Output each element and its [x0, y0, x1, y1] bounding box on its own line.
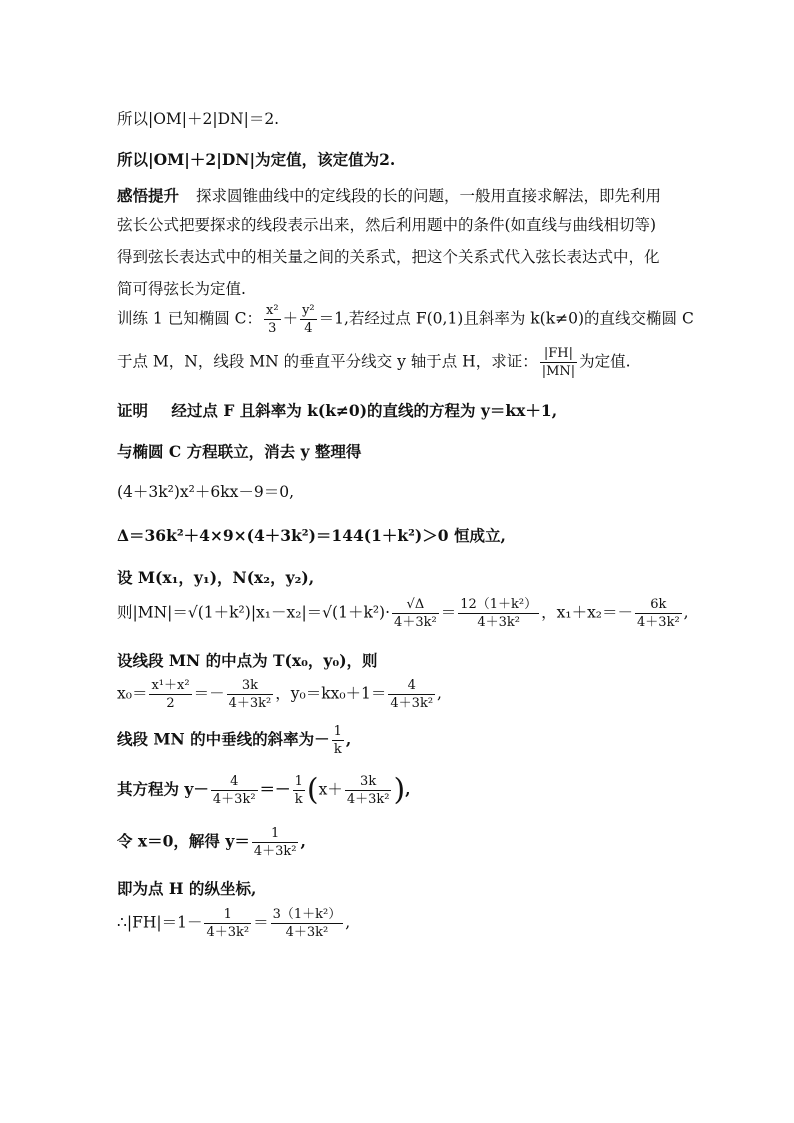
line-training-2	[117, 345, 631, 380]
x0-start: x₀＝	[117, 684, 148, 703]
frac-y: $\frac{1}{\text{4＋3k²}}$	[253, 826, 297, 859]
solve-comma: ,	[300, 831, 306, 851]
frac-x0-b: $\frac{3k}{\text{4＋3k²}}$	[228, 678, 272, 711]
line-perp-slope	[117, 723, 351, 758]
line-midpoint: 设线段 MN 的中点为 T(x₀，y₀)，则	[117, 651, 378, 670]
frac-chord-12: $\frac{\text{12（1＋k²）}}{\text{4＋3k²}}$	[460, 597, 538, 630]
frac-y2-4: $\frac{\text{y²}}{4}$	[302, 303, 315, 336]
frac-slope: $\frac{1}{k}$	[333, 724, 342, 757]
line-points: 设 M(x₁，y₁)，N(x₂，y₂),	[117, 568, 315, 587]
frac-eq-c: $\frac{3k}{\text{4＋3k²}}$	[346, 774, 390, 807]
line-insight-4: 简可得弦长为定值.	[117, 280, 246, 298]
insight-text: 探求圆锥曲线中的定线段的长的问题，一般用直接求解法，即先利用	[195, 187, 661, 205]
line-midpoint-coords	[117, 677, 442, 712]
frac-x2-3: $\frac{\text{x²}}{3}$	[266, 303, 279, 336]
right-paren: )	[393, 772, 406, 808]
frac-eq-b: $\frac{1}{k}$	[294, 774, 303, 807]
equation-equals: ＝－	[259, 779, 291, 799]
chord-comma: ,	[683, 603, 689, 622]
slope-comma: ,	[345, 729, 352, 749]
line-om-dn-equals-2: 所以|OM|＋2|DN|＝2.	[117, 110, 280, 128]
line-h-coordinate: 即为点 H 的纵坐标,	[117, 879, 257, 898]
proof-tag: 证明	[117, 401, 149, 420]
frac-fh-mn: $\frac{|FH|}{|MN|}$	[541, 346, 576, 379]
y0-start: ，y₀＝kx₀＋1＝	[275, 684, 387, 703]
chord-start: 则|MN|＝√(1＋k²)|x₁－x₂|＝√(1＋k²)·	[117, 603, 391, 622]
line-solve-y	[117, 825, 306, 860]
x0-equals: ＝－	[193, 684, 225, 703]
fh-equals: ＝	[253, 913, 269, 932]
frac-eq-a: $\frac{4}{\text{4＋3k²}}$	[212, 774, 256, 807]
line-chord-length	[117, 596, 689, 631]
equation-comma: ,	[405, 779, 411, 799]
line-quadratic: (4＋3k²)x²＋6kx－9＝0,	[117, 483, 295, 501]
frac-fh-b: $\frac{\text{3（1＋k²）}}{\text{4＋3k²}}$	[272, 907, 342, 940]
sum-start: ，x₁＋x₂＝－	[541, 603, 634, 622]
line-insight-2: 弦长公式把要探求的线段表示出来，然后利用题中的条件(如直线与曲线相切等)	[117, 216, 657, 234]
line-discriminant: Δ＝36k²＋4×9×(4＋3k²)＝144(1＋k²)＞0 恒成立,	[117, 526, 506, 545]
line-insight	[117, 185, 661, 207]
equation-start: 其方程为 y－	[117, 779, 209, 799]
line-om-dn-constant: 所以|OM|＋2|DN|为定值，该定值为2.	[117, 150, 396, 169]
line-training-1: 训练 1 已知椭圆 C： $\frac{\text{x²}}{3}$ ＋ $\frac{\text{y²}}{4}$ ＝1,若经过点 F(0,1)且斜率为 k(k≠0)的直线交椭圆 C	[117, 303, 694, 336]
solve-text: 令 x＝0，解得 y＝	[117, 831, 250, 851]
chord-equals: ＝	[440, 603, 457, 622]
training-end: 为定值.	[579, 352, 631, 371]
training-condition: ＝1,若经过点 F(0,1)且斜率为 k(k≠0)的直线交椭圆 C	[318, 309, 694, 328]
equation-inner: x＋	[318, 780, 343, 799]
line-insight-3: 得到弦长表达式中的相关量之间的关系式，把这个关系式代入弦长表达式中，化	[117, 248, 660, 266]
line-fh-length	[117, 906, 350, 941]
fh-start: ∴|FH|＝1－	[117, 913, 203, 932]
line-combine: 与椭圆 C 方程联立，消去 y 整理得	[117, 442, 362, 461]
frac-y0: $\frac{4}{\text{4＋3k²}}$	[390, 678, 434, 711]
proof-text: 经过点 F 且斜率为 k(k≠0)的直线的方程为 y＝kx＋1,	[171, 401, 558, 420]
frac-sqrt-delta: $\frac{√\Delta}{\text{4＋3k²}}$	[394, 597, 437, 630]
left-paren: (	[306, 772, 319, 808]
slope-text: 线段 MN 的中垂线的斜率为－	[117, 729, 330, 749]
frac-sum: $\frac{6k}{\text{4＋3k²}}$	[637, 597, 680, 630]
training-prove: 于点 M，N，线段 MN 的垂直平分线交 y 轴于点 H，求证：	[117, 352, 538, 371]
midpoint-comma: ,	[437, 684, 442, 703]
fh-comma: ,	[345, 913, 351, 932]
insight-tag: 感悟提升	[117, 186, 180, 205]
frac-fh-a: $\frac{1}{\text{4＋3k²}}$	[206, 907, 250, 940]
training-intro: 训练 1 已知椭圆 C：	[117, 309, 263, 328]
line-perp-equation	[117, 773, 411, 808]
line-proof	[117, 400, 557, 422]
frac-x0-a: $\frac{\text{x¹＋x²}}{2}$	[151, 678, 190, 711]
